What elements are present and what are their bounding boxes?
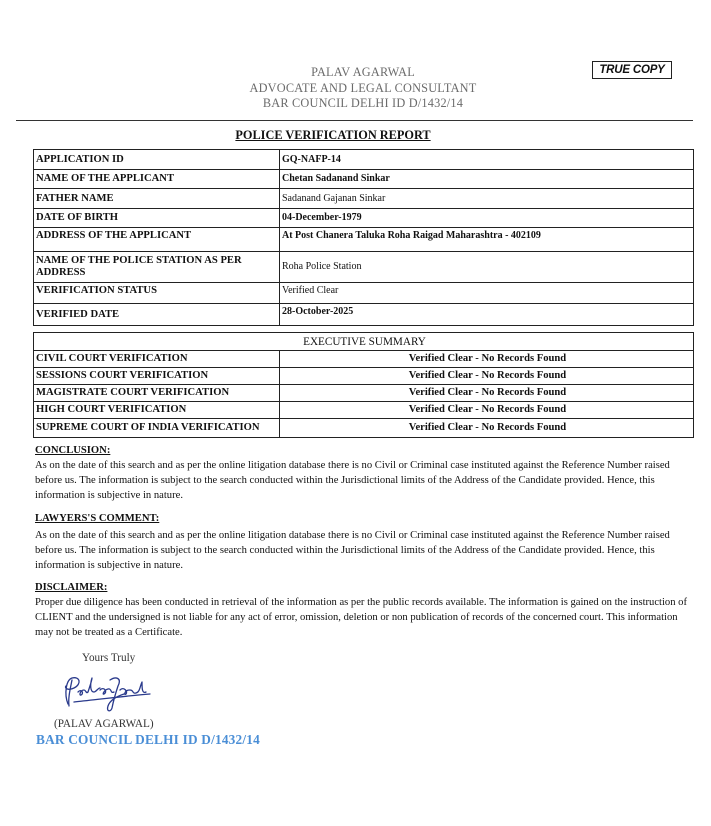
detail-label: FATHER NAME <box>34 189 280 209</box>
disclaimer-heading: DISCLAIMER: <box>35 582 108 593</box>
disclaimer-text: Proper due diligence has been conducted in retrieval of the information as per the public records available. The information is gained on the instruction of CLIENT and the undersigned is not liable for any act of error, omission, deletion or non publication of records of the concerned court. This information may not be treated as a Certificate. <box>35 597 687 638</box>
table-row <box>34 228 694 252</box>
table-row <box>34 252 694 283</box>
detail-value: Verified Clear <box>280 283 694 304</box>
lawyers-comment-section <box>35 511 687 573</box>
applicant-details-table <box>33 149 694 326</box>
court-label: CIVIL COURT VERIFICATION <box>34 351 280 368</box>
detail-label: VERIFIED DATE <box>34 304 280 326</box>
court-status: Verified Clear - No Records Found <box>280 419 694 438</box>
court-label: MAGISTRATE COURT VERIFICATION <box>34 385 280 402</box>
lawyers-comment-text: As on the date of this search and as per the online litigation database there is no Civil or Criminal case instituted against the Reference Number raised before us. The information is subject to the search conducted within the Jurisdictional limits of the Address of the Candidate provided. Hence, this information is subjective in nature. <box>35 530 670 571</box>
table-header-row <box>34 333 694 351</box>
detail-value: 04-December-1979 <box>280 209 694 228</box>
true-copy-stamp: TRUE COPY <box>592 61 672 79</box>
letterhead-name: PALAV AGARWAL <box>311 65 415 79</box>
court-label: SUPREME COURT OF INDIA VERIFICATION <box>34 419 280 438</box>
detail-label: ADDRESS OF THE APPLICANT <box>34 228 280 252</box>
court-status: Verified Clear - No Records Found <box>280 402 694 419</box>
report-title: POLICE VERIFICATION REPORT <box>235 128 431 142</box>
court-status: Verified Clear - No Records Found <box>280 351 694 368</box>
table-row <box>34 402 694 419</box>
detail-label: APPLICATION ID <box>34 150 280 170</box>
detail-label: NAME OF THE POLICE STATION AS PER ADDRESS <box>34 252 280 283</box>
detail-value: Sadanand Gajanan Sinkar <box>280 189 694 209</box>
table-row <box>34 304 694 326</box>
detail-label: NAME OF THE APPLICANT <box>34 170 280 189</box>
conclusion-text: As on the date of this search and as per the online litigation database there is no Civil or Criminal case instituted against the Reference Number raised before us. The information is subject to the search conducted within the Jurisdictional limits of the Address of the Candidate provided. Hence, this information is subjective in nature. <box>35 460 670 501</box>
letterhead <box>0 65 711 112</box>
table-row <box>34 209 694 228</box>
detail-value: At Post Chanera Taluka Roha Raigad Maharashtra - 402109 <box>280 228 694 252</box>
executive-summary-heading: EXECUTIVE SUMMARY <box>34 333 694 351</box>
table-row <box>34 419 694 438</box>
detail-value: 28-October-2025 <box>280 304 694 326</box>
table-row <box>34 368 694 385</box>
conclusion-heading: CONCLUSION: <box>35 445 111 456</box>
court-status: Verified Clear - No Records Found <box>280 368 694 385</box>
header-divider <box>16 120 693 121</box>
letterhead-bar-id: BAR COUNCIL DELHI ID D/1432/14 <box>262 96 464 110</box>
court-label: HIGH COURT VERIFICATION <box>34 402 280 419</box>
lawyers-comment-heading: LAWYERS'S COMMENT: <box>35 513 160 524</box>
signer-name: (PALAV AGARWAL) <box>54 718 154 730</box>
conclusion-section <box>35 443 687 503</box>
detail-label: DATE OF BIRTH <box>34 209 280 228</box>
table-row <box>34 189 694 209</box>
detail-value: Chetan Sadanand Sinkar <box>280 170 694 189</box>
disclaimer-section <box>35 580 687 640</box>
table-row <box>34 351 694 368</box>
detail-value: Roha Police Station <box>280 252 694 283</box>
table-row <box>34 150 694 170</box>
court-label: SESSIONS COURT VERIFICATION <box>34 368 280 385</box>
table-row <box>34 385 694 402</box>
detail-label: VERIFICATION STATUS <box>34 283 280 304</box>
table-row <box>34 170 694 189</box>
executive-summary-table <box>33 332 694 438</box>
signer-bar-council-id: BAR COUNCIL DELHI ID D/1432/14 <box>36 732 260 747</box>
letterhead-designation: ADVOCATE AND LEGAL CONSULTANT <box>249 80 477 95</box>
detail-value: GQ-NAFP-14 <box>280 150 694 170</box>
court-status: Verified Clear - No Records Found <box>280 385 694 402</box>
closing-salutation: Yours Truly <box>82 652 136 664</box>
handwritten-signature <box>54 668 164 718</box>
table-row <box>34 283 694 304</box>
